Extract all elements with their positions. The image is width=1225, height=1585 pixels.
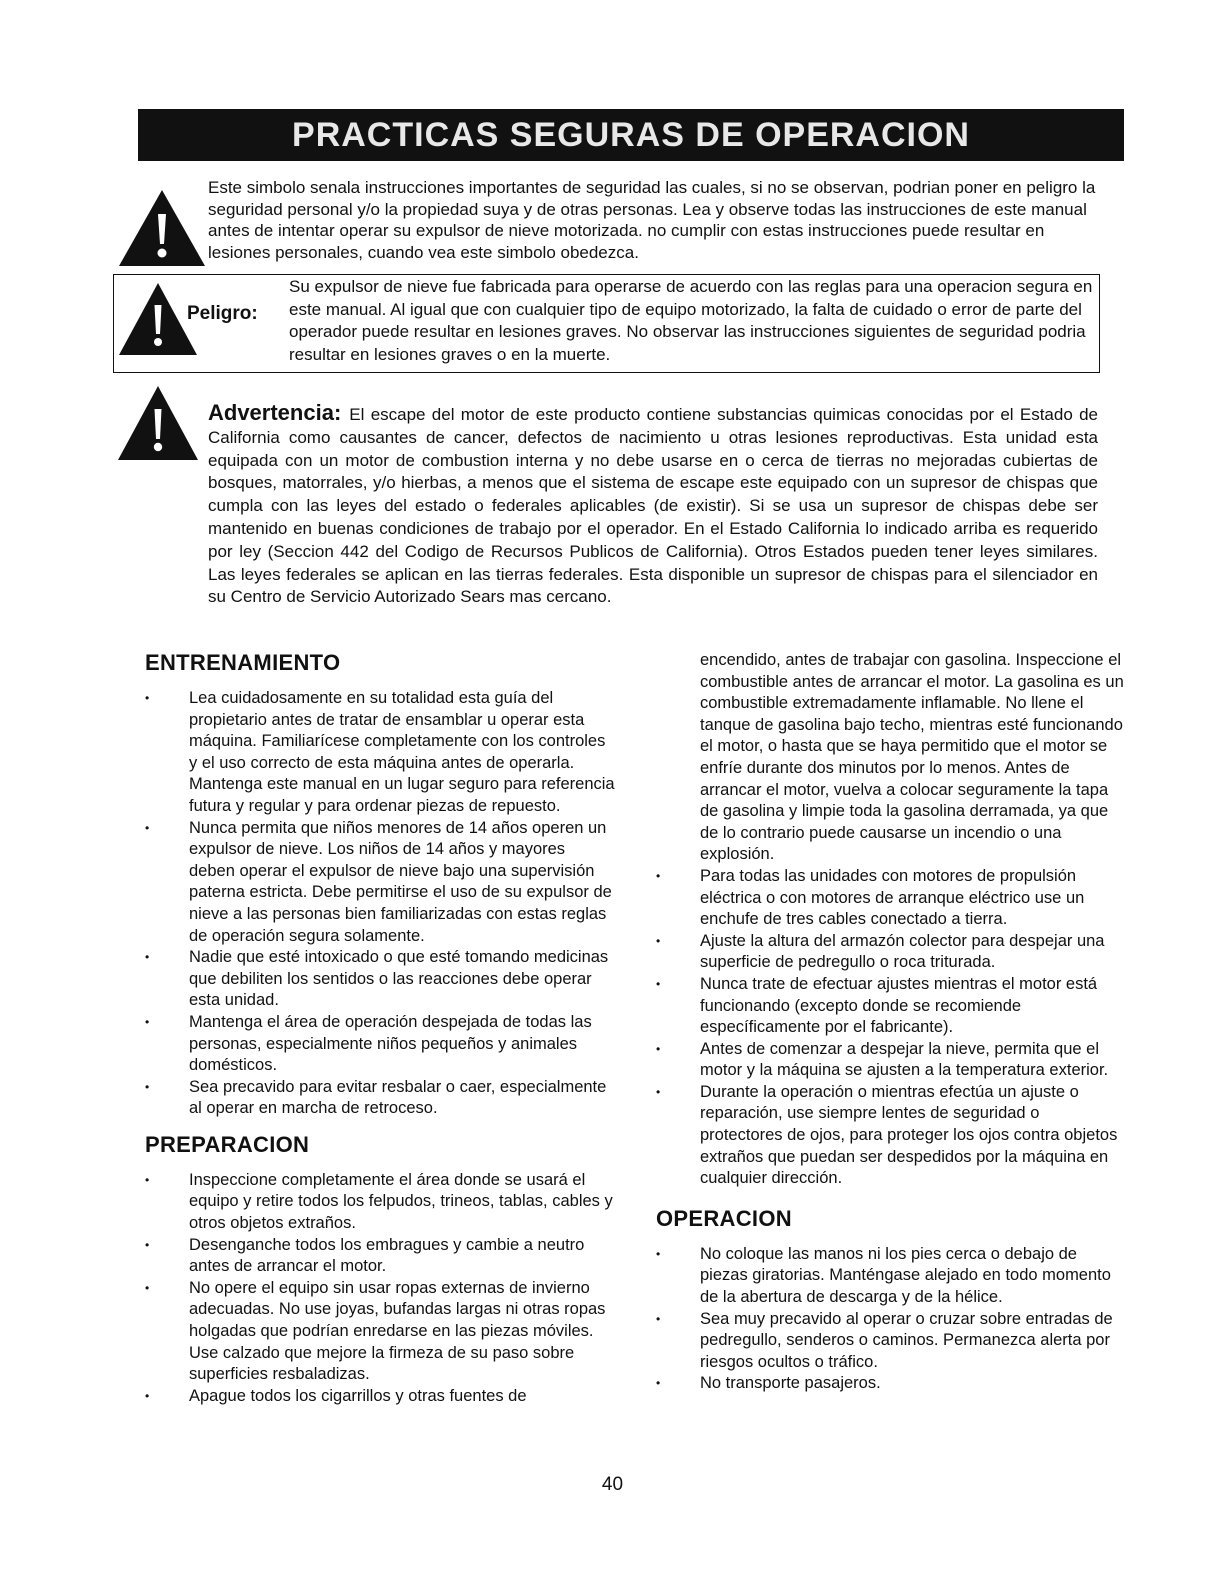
list-item: • Para todas las unidades con motores de propulsión eléctrica o con motores de arranque eléctrico use un enchufe de tres cables conectado a tierra.: [656, 866, 1126, 931]
preparacion-list-continued: [656, 866, 1126, 1190]
preparacion-continuation: encendido, antes de trabajar con gasolina. Inspeccione el combustible antes de arrancar el motor. La gasolina es un combustible extremadamente inflamable. No llene el tanque de gasolina bajo techo, mientras esté funcionando el motor, o hasta que se haya permitido que el motor se enfríe durante dos minutos por lo menos. Antes de arrancar el motor, vuelva a colocar seguramente la tapa de gasolina y limpie toda la gasolina derramada, ya que de lo contrario puede causarse un incendio o una explosión.: [700, 651, 1124, 864]
preparacion-list: [145, 1170, 615, 1408]
page-title: PRACTICAS SEGURAS DE OPERACION: [292, 115, 970, 154]
list-item: • Lea cuidadosamente en su totalidad esta guía del propietario antes de tratar de ensamblar u operar esta máquina. Familiarícese completamente con los controles y el uso correcto de esta máquina antes de operarla. Mantenga este manual en un lugar seguro para referencia futura y regular y para ordenar piezas de repuesto.: [145, 688, 615, 818]
list-item: • Durante la operación o mientras efectúa un ajuste o reparación, use siempre lentes de seguridad o protectores de ojos, para proteger los ojos contra objetos extraños que puedan ser despedidos por la máquina en cualquier dirección.: [656, 1082, 1126, 1190]
left-column: [145, 650, 615, 1407]
page-number: 40: [601, 1474, 624, 1495]
list-item: • No coloque las manos ni los pies cerca o debajo de piezas giratorias. Manténgase alejado en todo momento de la abertura de descarga y de la hélice.: [656, 1244, 1126, 1309]
list-item: • Nadie que esté intoxicado o que esté tomando medicinas que debiliten los sentidos o las reacciones debe operar esta unidad.: [145, 947, 615, 1012]
list-item: • Mantenga el área de operación despejada de todas las personas, especialmente niños pequeños y animales domésticos.: [145, 1012, 615, 1077]
operacion-list: [656, 1244, 1126, 1395]
intro-text: Este simbolo senala instrucciones importantes de seguridad las cuales, si no se observan, podrian poner en peligro la seguridad personal y/o la propiedad suya y de otras personas. Lea y observe todas las instrucciones de este manual antes de intentar operar su expulsor de nieve motorizada. no cumplir con estas instrucciones puede resultar en lesiones personales, cuando vea este simbolo obedezca.: [208, 178, 1096, 262]
warning-triangle-icon: [117, 188, 207, 268]
list-item: • Nunca trate de efectuar ajustes mientras el motor está funcionando (excepto donde se recomiende específicamente por el fabricante).: [656, 974, 1126, 1039]
list-item: • Antes de comenzar a despejar la nieve, permita que el motor y la máquina se ajusten a la temperatura exterior.: [656, 1039, 1126, 1082]
entrenamiento-heading: ENTRENAMIENTO: [145, 650, 341, 675]
list-item: • Nunca permita que niños menores de 14 años operen un expulsor de nieve. Los niños de 14 años y mayores deben operar el expulsor de nieve bajo una supervisión paterna estricta. Debe permitirse el uso de su expulsor de nieve a las personas bien familiarizadas con estas reglas de operación segura solamente.: [145, 818, 615, 948]
preparacion-heading: PREPARACION: [145, 1131, 310, 1157]
advertencia-text: El escape del motor de este producto contiene substancias quimicas conocidas por el Estado de California como causantes de cancer, defectos de nacimiento u otras lesiones reproductivas. Esta unidad esta equipada con un motor de combustion interna y no debe usarse en o cerca de tierras no mejoradas cubiertas de bosques, matorrales, y/o hierbas, a menos que el sistema de escape este equipado con un supresor de chispas que cumpla con las leyes del estado o federales aplicables (de existir). Si se usa un supresor de chispas debe ser mantenido en buenas condiciones de trabajo por el operador. En el Estado California lo indicado arriba es requerido por ley (Seccion 442 del Codigo de Recursos Publicos de California). Otros Estados pueden tener leyes similares. Las leyes federales se aplican en las tierras federales. Esta disponible un supresor de chispas para el silenciador en su Centro de Servicio Autorizado Sears mas cercano.: [208, 405, 1098, 607]
advertencia-label: Advertencia:: [208, 400, 342, 425]
right-column: [656, 650, 1126, 1395]
advertencia-paragraph: [208, 402, 1098, 609]
list-item: • Desenganche todos los embragues y cambie a neutro antes de arrancar el motor.: [145, 1235, 615, 1278]
list-item: • No opere el equipo sin usar ropas externas de invierno adecuadas. No use joyas, bufandas largas ni otras ropas holgadas que podrían enredarse en las piezas móviles. Use calzado que mejore la firmeza de su paso sobre superficies resbaladizas.: [145, 1278, 615, 1386]
list-item: • Ajuste la altura del armazón colector para despejar una superficie de pedregullo o roca triturada.: [656, 931, 1126, 974]
list-item: • No transporte pasajeros.: [656, 1373, 1126, 1395]
page-title-banner: [138, 109, 1124, 161]
list-item: • Sea precavido para evitar resbalar o caer, especialmente al operar en marcha de retroceso.: [145, 1077, 615, 1120]
peligro-text: Su expulsor de nieve fue fabricada para operarse de acuerdo con las reglas para una operacion segura en este manual. Al igual que con cualquier tipo de equipo motorizado, la falta de cuidado o error de parte del operador puede resultar en lesiones graves. No observar las instrucciones siguientes de seguridad podria resultar en lesiones graves o en la muerte.: [289, 277, 1093, 364]
peligro-label: Peligro:: [187, 303, 258, 324]
entrenamiento-list: [145, 688, 615, 1120]
warning-triangle-icon: [116, 384, 200, 462]
list-item: • Sea muy precavido al operar o cruzar sobre entradas de pedregullo, senderos o caminos. Permanezca alerta por riesgos ocultos o tráfico.: [656, 1309, 1126, 1374]
list-item: • Apague todos los cigarrillos y otras fuentes de: [145, 1386, 615, 1408]
operacion-heading: OPERACION: [656, 1205, 792, 1231]
list-item: • Inspeccione completamente el área donde se usará el equipo y retire todos los felpudos, trineos, tablas, cables y otros objetos extraños.: [145, 1170, 615, 1235]
